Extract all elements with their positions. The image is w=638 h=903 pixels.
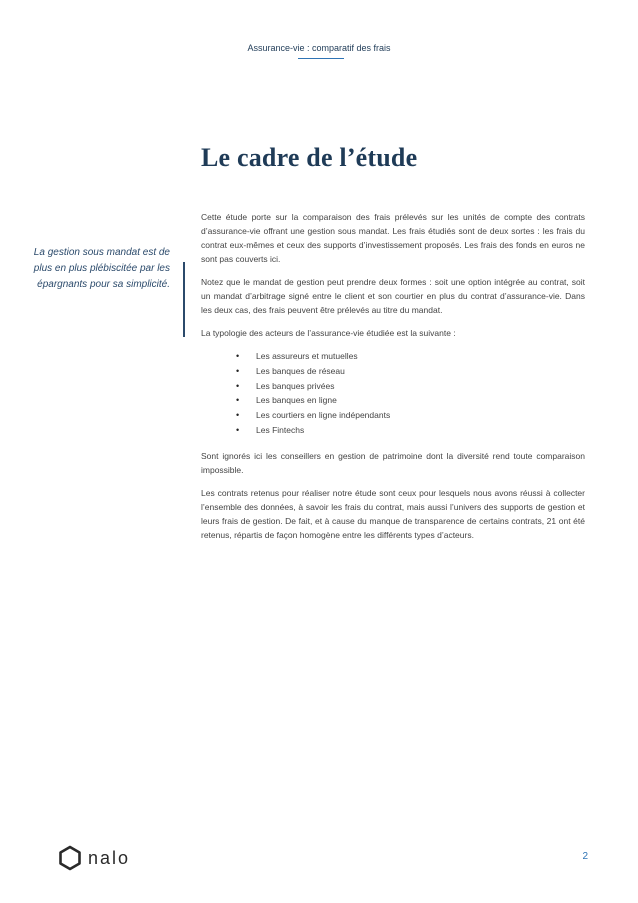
page-number: 2 bbox=[582, 851, 588, 862]
pullquote-bar bbox=[183, 262, 185, 337]
actor-type-list bbox=[201, 349, 585, 438]
body-text bbox=[201, 210, 585, 551]
logo-wordmark: nalo bbox=[88, 847, 131, 868]
footer-logo bbox=[58, 845, 130, 871]
list-item: • Les Fintechs bbox=[256, 423, 585, 438]
mandate-paragraph: Notez que le mandat de gestion peut prendre deux formes : soit une option intégrée au contrat, soit un mandat d’arbitrage signé entre le client et son courtier en plus du contrat d’assurance-vie. Dans les deux cas, des frais peuvent être prélevés au titre du mandat. bbox=[201, 277, 585, 315]
bullet-icon: • bbox=[236, 380, 240, 391]
list-item: • Les banques de réseau bbox=[256, 364, 585, 379]
bullet-icon: • bbox=[236, 351, 240, 361]
typology-paragraph: La typologie des acteurs de l’assurance-vie étudiée est la suivante : bbox=[201, 328, 456, 338]
list-item: • Les banques privées bbox=[256, 379, 585, 394]
page-title: Le cadre de l’étude bbox=[201, 143, 418, 172]
header-rule bbox=[298, 58, 344, 59]
bullet-icon: • bbox=[236, 395, 240, 406]
running-header: Assurance-vie : comparatif des frais bbox=[247, 43, 391, 53]
hexagon-ring-icon bbox=[58, 845, 82, 871]
selection-paragraph: Les contrats retenus pour réaliser notre étude sont ceux pour lesquels nous avons réussi à collecter l’ensemble des données, à savoir les frais du contrat, mais aussi l’univers des supports de gestion et leurs frais de gestion. De fait, et à cause du manque de transparence de certains contrats, 21 ont été retenus, répartis de façon homogène entre les différents types d’acteurs. bbox=[201, 487, 585, 540]
intro-paragraph: Cette étude porte sur la comparaison des frais prélevés sur les unités de compte des contrats d’assurance-vie offrant une gestion sous mandat. Les frais étudiés sont de deux sortes : les frais du contrat eux-mêmes et ceux des supports d’investissement proposés. Les frais des fonds en euros ne sont pas couverts ici. bbox=[201, 212, 585, 264]
list-item: • Les assureurs et mutuelles bbox=[256, 349, 585, 364]
excluded-paragraph: Sont ignorés ici les conseillers en gestion de patrimoine dont la diversité rend toute comparaison impossible. bbox=[201, 450, 585, 475]
list-item: • Les banques en ligne bbox=[256, 393, 585, 408]
bullet-icon: • bbox=[236, 365, 240, 376]
bullet-icon: • bbox=[236, 410, 240, 421]
list-item: • Les courtiers en ligne indépendants bbox=[256, 408, 585, 423]
pullquote: La gestion sous mandat est de plus en plus plébiscitée par les épargnants pour sa simplicité. bbox=[33, 247, 170, 290]
bullet-icon: • bbox=[236, 424, 240, 435]
